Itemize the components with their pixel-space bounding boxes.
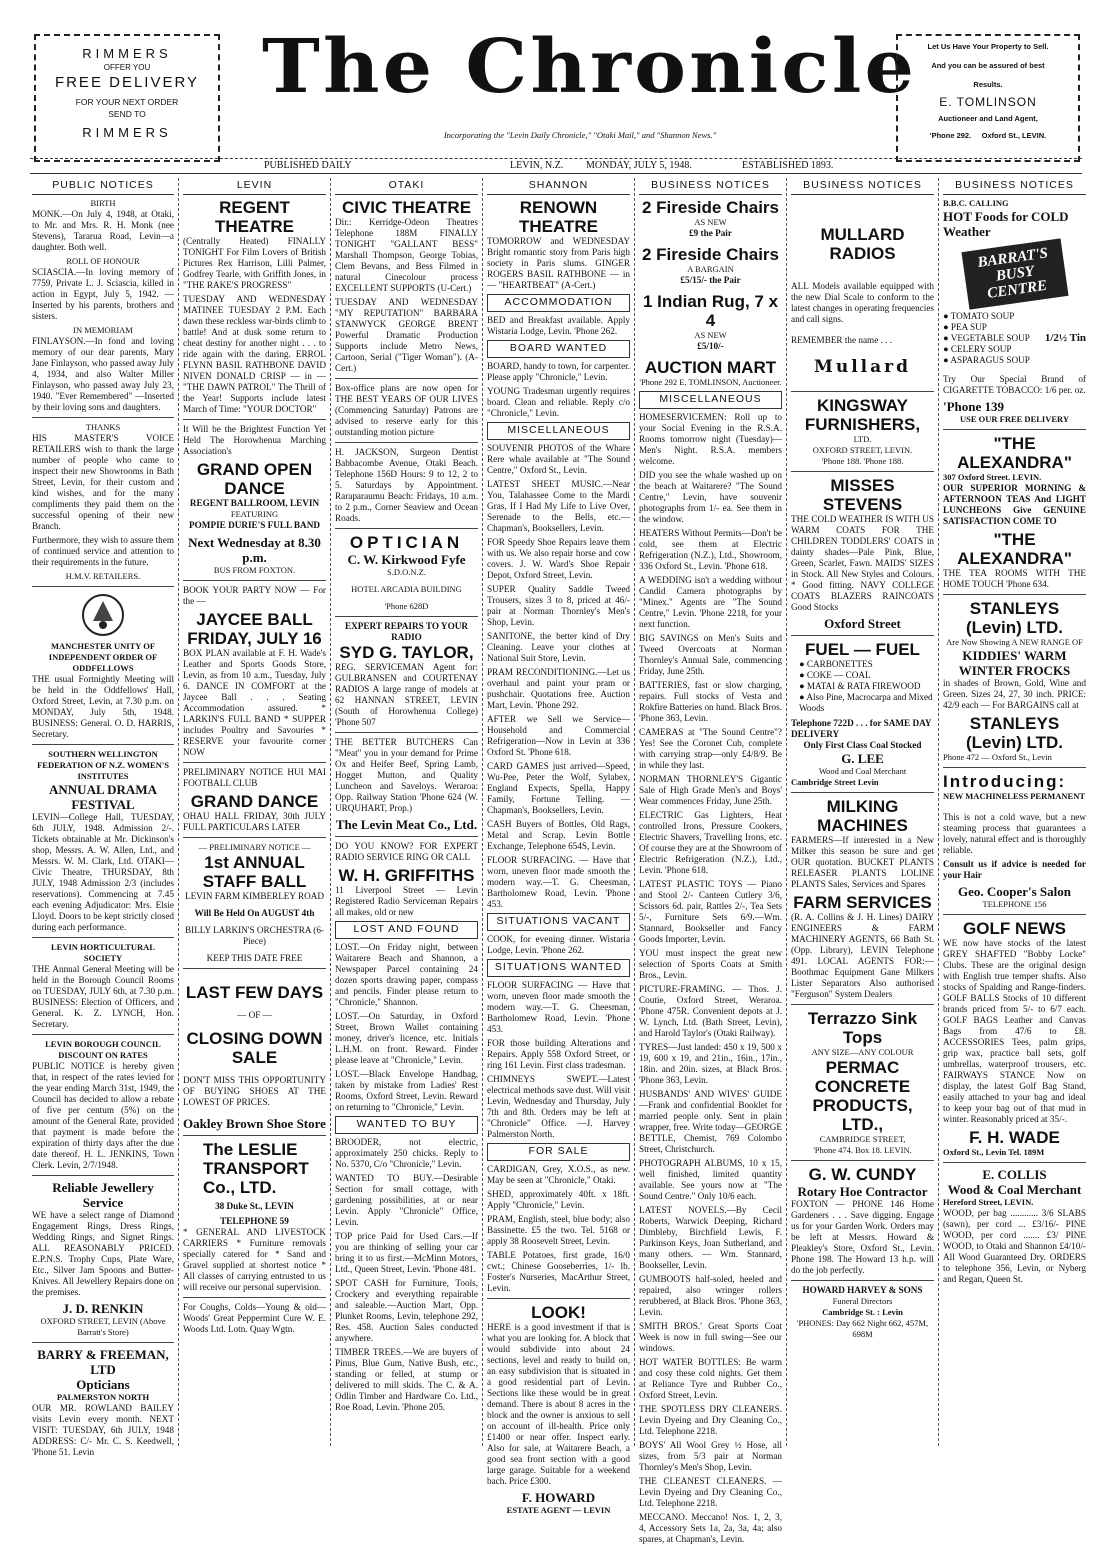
notice-text: DON'T MISS THIS OPPORTUNITY OF BUYING SHOES AT THE LOWEST OF PRICES. [183,1075,326,1107]
heading: SOUTHERN WELLINGTON FEDERATION OF N.Z. WOMEN'S INSTITUTES [37,749,169,781]
classified-item: ELECTRIC Gas Lighters, Heat controlled Irons, Pressure Cookers, Electric Shavers, Travelling Irons, etc. Of course they are at the Showroom of Electric Refrigeration (N.Z.), Ltd., Levin. 'Phone 618. [639,810,782,875]
heading: C. W. Kirkwood Fyfe [347,552,466,567]
notice-text: WE have a select range of Diamond Engagement Rings, Dress Rings, Wedding Rings, and Signet Rings. ALL REASONABLY PRICED. E.P.N.S. Trophy Cups, Plate Ware, Etc., Silver Jam Spoons and Butter-Knives. All Jewellery Repairs done on the premises. [32,1210,174,1297]
barrat-logo-text: BARRAT'S BUSY CENTRE [976,245,1049,302]
heading: F. HOWARD [521,1490,596,1505]
heading: 1st ANNUAL STAFF BALL [202,853,307,891]
heading: STANLEYS (Levin) LTD. [966,599,1063,637]
notice-text: REMEMBER the name . . . [791,335,893,345]
column-levin [178,178,330,1446]
notice-text: 11 Liverpool Street — Levin Registered Radio Serviceman Repairs all makes, old or new [335,885,478,917]
notice-text: TELEPHONE 156 [982,899,1047,909]
heading: OPTICIAN [349,533,464,552]
section-header: LOST AND FOUND [335,921,478,939]
classified-item: LOST.—On Saturday, in Oxford Street, Brown Wallet containing money, driver's licence, etc. Initials L.H.M. on front. Reward. Finder please leave at "Chronicle," Levin. [335,1011,478,1065]
classified-item: SANITONE, the better kind of Dry Cleaning. Leave your clothes at National Suit Store, Levin. [487,631,630,663]
heading: MILKING MACHINES [817,797,908,835]
section-header: OTAKI [335,178,478,195]
section-header: MISCELLANEOUS [639,391,782,409]
right-ad-line: E. TOMLINSON [939,95,1037,109]
section-header: BOARD WANTED [487,340,630,358]
notice-text: TELEPHONE 59 [220,1216,289,1226]
notice-text: OUR MR. ROWLAND BAILEY visits Levin every month. NEXT VISIT: TUESDAY, 6th JULY, 1948 ADDRESS: C/- Mr. C. S. Keedwell, 'Phone 51. Levin [32,1403,174,1457]
notice-text: THE Annual General Meeting will be held in the Borough Council Rooms on TUESDAY, JULY 6th, at 7.30 p.m. BUSINESS: Election of Officers, and General. K. Z. LYNCH, Hon. Secretary. [32,964,174,1029]
classified-item: A WEDDING isn't a wedding without Candid Camera photographs by "Minex." Agents are "The Sound Centre," Levin. 'Phone 2218, for your next function. [639,575,782,629]
notice-text: FINLAYSON.—In fond and loving memory of our dear parents, Mary Jane Finlayson, who passed away July 4, 1934, and also Walter Miller Finlayson, who passed away July 23, 1940. "Ever Remembered" —Inserted by their loving sons and daughters. [32,336,174,412]
notice-text: THE TEA ROOMS WITH THE HOME TOUCH 'Phone 634. [943,568,1086,589]
notice-text: OUR SUPERIOR MORNING & AFTERNOON TEAS And LIGHT LUNCHEONS Give GENUINE SATISFACTION COME TO [943,483,1086,526]
notice-text: Are Now Showing A NEW RANGE OF [946,637,1083,647]
notice-text: Wood and Coal Merchant [818,766,907,776]
price: £5/10/- [697,341,724,351]
heading: BIRTH [90,198,116,208]
heading: 'Phone 139 [943,399,1005,414]
section-header: MISCELLANEOUS [487,422,630,440]
classified-item: FLOOR SURFACING. — Have that worn, uneven floor made smooth the modern way.—T. G. Cheesman, Bartholomew Road, Levin. 'Phone 453. [487,855,630,909]
classified-item: SOUVENIR PHOTOS of the Whare Rere whale available at "The Sound Centre," Oxford St., Levin. [487,443,630,475]
classified-item: WANTED TO BUY.—Desirable Section for small cottage, with gardening possibilities, at or near Levin. Apply "Chronicle" Office, Levin. [335,1173,478,1227]
notice-text: It Will be the Brightest Function Yet Held The Horowhenua Marching Association's [183,424,326,456]
notice-text: HERE is a good investment if that is what you are looking for. A block that would subdivide into about 24 sections, level and ready to build on, an easy subdivision that is situated in a good residential part of Levin. Sections like these would be in great demand. There is about 8 acres in the block and the owner is anxious to sell on account of ill-health. Price only £1400 or near offer. Inspect early. Also for sale, at Waitarere Beach, a good sea front section with a good large garage. Suitable for a weekend bach. Price £300. [487,1322,630,1486]
right-ad-line: And you can be assured of best [931,61,1045,70]
notice-text: TUESDAY AND WEDNESDAY MATINEE TUESDAY 2 P.M. Each dawn these reckless war-birds climb to battle! And at dusk some return to cheat destiny for another night . . . to ride again with the daring. ERROL FLYNN BASIL RATHBONE DAVID NIVEN DONALD CRISP — in — "THE DAWN PATROL" The Thrill of the Year! Supports include latest March of Time: "YOUR DOCTOR" [183,294,326,414]
classified-item: YOUNG Tradesman urgently requires board. Clean and reliable. Reply c/o "Chronicle," Levin. [487,386,630,418]
classified-item: CARDIGAN, Grey, X.O.S., as new. May be seen at "Chronicle," Otaki. [487,1164,630,1185]
column-business-notices-2 [786,178,938,1446]
classified-item: BROODER, not electric, approximately 250 chicks. Reply to No. 5370, C/o "Chronicle," Levin. [335,1137,478,1169]
section-header: BUSINESS NOTICES [791,178,934,195]
heading: REGENT THEATRE [214,198,294,236]
heading: Oakley Brown Shoe Store [183,1116,326,1131]
classified-item: GUMBOOTS half-soled, heeled and repaired, also wringer rollers rerubbered, at Black Bros. 'Phone 363, Levin. [639,1274,782,1317]
right-ad-line: 'Phone 292. [929,131,972,140]
right-ad-line: Results. [973,80,1003,89]
heading: LEVIN HORTICULTURAL SOCIETY [50,942,155,963]
heading: F. H. WADE [969,1128,1060,1147]
notice-text: 307 Oxford Street. LEVIN. [943,472,1042,482]
heading: MANCHESTER UNITY OF INDEPENDENT ORDER OF ODDFELLOWS [48,641,158,673]
notice-text: REG. SERVICEMAN Agent for: GULBRANSEN and COURTENAY RADIOS A large range of models at 62 HANNAN STREET, LEVIN (South of Horowhenua College) 'Phone 507 [335,662,478,727]
classified-item: PRAM, English, steel, blue body; also Bassinette. £5 the two. Tel. 5168 or apply 38 Roosevelt Street, Levin. [487,1214,630,1246]
heading: 2 Fireside Chairs [641,198,779,217]
masthead-left-ad [34,34,220,162]
classified-item: BATTERIES, fast or slow charging, repairs. Full stocks of Vesta and Rokfire Batteries on hand. Black Bros. 'Phone 363, Levin. [639,680,782,723]
left-ad-line: FOR YOUR NEXT ORDER [75,97,179,107]
section-header: WANTED TO BUY [335,1116,478,1134]
section-header: PUBLIC NOTICES [32,178,174,195]
classified-item: HEATERS Without Permits—Don't be cold, see them at Electric Refrigeration (N.Z.), Ltd., Showroom, 336 Oxford St., Levin. 'Phone 618. [639,528,782,571]
heading: MULLARD RADIOS [820,225,905,263]
notice-text: CAMBRIDGE STREET, [819,1134,906,1144]
notice-text: OHAU HALL FRIDAY, 30th JULY FULL PARTICULARS LATER [183,811,326,832]
price: £5/15/- the Pair [680,275,741,285]
dateline-place: LEVIN, N.Z. [510,160,564,171]
notice-text: This is not a cold wave, but a new steaming process that guarantees a lovely, natural effect and is thoroughly reliable. [943,812,1086,855]
heading: HOT Foods for COLD Weather [943,209,1069,239]
heading: ROLL OF HONOUR [66,256,140,266]
notice-text: THE BETTER BUTCHERS Can "Meat" you in your demand for Prime Ox and Heifer Beef, Spring Lamb, Hogget Mutton, and Quality Luncheon and Saveloys. Weraroa: Opp. Railway Station 'Phone 624 (W. URQUHART, Prop.) [335,737,478,813]
heading: B.B.C. CALLING [943,198,1009,208]
heading: Wood & Coal Merchant [947,1182,1082,1197]
notice-text: Only First Class Coal Stocked [803,740,922,750]
heading: PALMERSTON NORTH [56,1392,150,1402]
notice-text: — PRELIMINARY NOTICE — [198,842,311,852]
dateline-published: PUBLISHED DAILY [264,160,352,171]
notice-text: KEEP THIS DATE FREE [206,953,303,963]
notice-text: Cambridge Street Levin [791,777,879,787]
classified-item: LATEST SHEET MUSIC.—Near You, Talahassee Come to the Mardi Gras, If I Had My Life to Live Over, Serenade to the Bells, etc.—Chapman's, Booksellers, Levin. [487,479,630,533]
soup-item: CELERY SOUP [950,344,1012,354]
heading: HOWARD HARVEY & SONS [802,1285,923,1295]
classified-item: BOYS' All Wool Grey ½ Hose, all sizes, from 5/3 pair at Norman Thornley's Men's Shop, Levin. [639,1440,782,1472]
price: £9 the Pair [689,228,732,238]
heading: Next Wednesday at 8.30 p.m. [188,535,321,565]
heading: Oxford Street [824,616,901,631]
notice-text: 38 Duke St., LEVIN [215,1201,294,1211]
classified-item: AFTER we Sell we Service—Household and Commercial Refrigeration—Now in Levin at 336 Oxford St. 'Phone 618. [487,714,630,757]
notice-text: Phone 472 — Oxford St., Levin [943,752,1052,762]
notice-text: 'Phone 188. 'Phone 188. [821,456,904,466]
heading: The LESLIE TRANSPORT Co., LTD. [203,1140,309,1197]
classified-item: TOP price Paid for Used Cars.—If you are thinking of selling your car bring it to us first.—McMinn Motors, Ltd., Queen Street, Levin. 'Phone 481. [335,1231,478,1274]
notice-text: in shades of Brown, Gold, Wine and Green. Sizes 24, 27, 30 inch. PRICE: 42/9 each — For BARGAINS call at [943,678,1086,710]
heading: Opticians [76,1377,130,1392]
notice-text: AS NEW [694,330,727,340]
classified-item: CARD GAMES just arrived—Speed, Wu-Pee, Peter the Wolf, Sylabex, England Expects, Spella, Happy Family, Fortune Telling. — Chapman's, Booksellers, Levin. [487,761,630,815]
notice-text: 'Phone 628D [384,601,429,611]
dateline-established: ESTABLISHED 1893. [742,160,834,171]
notice-text: REGENT BALLROOM, LEVIN [189,498,320,508]
column-otaki [330,178,482,1446]
masthead-subtitle: Incorporating the "Levin Daily Chronicle," "Otaki Mail," and "Shannon News." [443,130,717,140]
section-header: FOR SALE [487,1143,630,1161]
right-ad-line: Let Us Have Your Property to Sell. [927,42,1049,51]
notice-text: LEVIN—College Hall, TUESDAY, 6th JULY, 1948. Admission 2/-. Tickets obtainable at Mr. Dickinson's shop, Messrs. A. W. Allen, Ltd., and Messrs. W. M. Clark, Ltd. OTAKI—Civic Theatre, THURSDAY, 8th JULY, 1948 Admission 2/3 (includes reservations). Commencing at 7.45 each evening Adjudicator: Mrs. Elsie Lloyd. Doors to be kept strictly closed during each performance. [32,812,174,932]
notice-text: THE usual Fortnightly Meeting will be held in the Oddfellows' Hall, Oxford Street, Levin, at 7.30 p.m. on MONDAY, July 5th, 1948. BUSINESS: General. O. D. HARRIS, Secretary. [32,674,174,739]
notice-text: HIS MASTER'S VOICE RETAILERS wish to thank the large number of people who came to inspect their new Showrooms in Bath Street, Levin, for their custom and kind wishes, and for the many compliments they paid them on the successful opening of their new Branch. [32,433,174,531]
classified-item: SPOT CASH for Furniture, Tools, Crockery and everything repairable and saleable.—Auction Mart, Opp. Plunket Rooms, Levin, telephone 292, Res. 458. Auction Sales conducted anywhere. [335,1278,478,1343]
notice-text: 'PHONES: Day 662 Night 662, 457M, 698M [796,1318,929,1339]
heading: CLOSING DOWN SALE [186,1029,323,1067]
heading: 2 Fireside Chairs [641,245,779,264]
heading: KINGSWAY FURNISHERS, [804,396,921,434]
heading: MISSES STEVENS [822,476,903,514]
dateline-date: MONDAY, JULY 5, 1948. [586,160,692,171]
classified-item: SHED, approximately 40ft. x 18ft. Apply "Chronicle," Levin. [487,1189,630,1210]
heading: FUEL — FUEL [805,640,920,659]
heading: G. W. CUNDY [808,1165,917,1184]
notice-text: 'Phone 292 E. TOMLINSON, Auctioneer. [639,377,782,387]
heading: GRAND DANCE [190,792,319,811]
notice-text: * GENERAL AND LIVESTOCK CARRIERS * Furniture removals specially catered for * Sand and Gravel supplied at shortest notice * All classes of carrying entrusted to us will receive our personal supervision. [183,1227,326,1292]
notice-text: FEATURING [230,509,279,519]
notice-text: EXPERT REPAIRS TO YOUR RADIO [345,621,468,642]
column-business-notices-1 [634,178,786,1544]
notice-text: Telephone 722D . . . for SAME DAY DELIVERY [791,718,932,739]
notice-text: BOX PLAN available at F. H. Wade's Leather and Sports Goods Store, Levin, as from 10 a.m., Tuesday, July 6. DANCE IN COMFORT at the Jaycee Ball . . . Seating Accommodation assured. * LARKIN'S FULL BAND * SUPPER includes Poultry and Savouries * RESERVE your favourite corner NOW [183,648,326,757]
column-shannon [482,178,634,1515]
barrat-logo [961,238,1068,309]
heading: Geo. Cooper's Salon [957,884,1072,899]
heading: KIDDIES' WARM WINTER FROCKS [958,648,1071,678]
notice-text: Consult us if advice is needed for your Hair [943,859,1086,880]
soup-item: PEA SUP [950,322,987,332]
classified-item: DID you see the whale washed up on the beach at Waitarere? "The Sound Centre," Levin, have souvenir photographs from 1/- ea. See them in the window. [639,470,782,524]
heading: Introducing: [943,772,1067,791]
masthead-right-ad [896,34,1080,162]
section-header: LEVIN [183,178,326,195]
classified-item: PRAM RECONDITIONING.—Let us overhaul and paint your pram or pushchair. Quotations free. Auction Mart, Levin. 'Phone 292. [487,667,630,710]
notice-text: DO YOU KNOW? FOR EXPERT RADIO SERVICE RING OR CALL [335,841,478,862]
classified-item: FLOOR SURFACING — Have that worn, uneven floor made smooth the modern way.—T. G. Cheesman, Bartholomew Road, Levin. 'Phone 453. [487,980,630,1034]
notice-text: BILLY LARKIN'S ORCHESTRA (6-Piece) [185,925,324,946]
classified-item: LOST.—Black Envelope Handbag, taken by mistake from Ladies' Rest Rooms, Oxford Street, Levin. Reward on returning to "Chronicle," Levin. [335,1069,478,1112]
classified-item: LOST.—On Friday night, between Waitarere Beach and Shannon, a Newspaper Parcel containing 24 dozen sports drawing paper, compass and pencils. Finder please return to "Chronicle," Shannon. [335,942,478,1007]
heading: G. LEE [841,751,884,766]
notice-text: For Coughs, Colds—Young & old—Woods' Great Peppermint Cure W. E. Woods Ltd. Lotn. Quay Wgtn. [183,1302,326,1334]
notice-text: OXFORD STREET, LEVIN. [812,445,913,455]
heading: ANNUAL DRAMA FESTIVAL [49,782,157,812]
classified-item: LATEST PLASTIC TOYS — Piano and Stool 2/- Canteen Cutlery 3/6, Scissors 6d. pair, Rattles 2/-, Tea Sets 5/-, Furniture Sets 6/9.—Wm. Stannard, Bookseller and Fancy Goods Importer, Levin. [639,879,782,944]
notice-text: — OF — [237,1010,272,1020]
notice-text: FARMERS—If interested in a New Milker this season be sure and get OUR quotation. BUCKET PLANTS RELEASER PLANTS LOLINE PLANTS Sales, Services and Spares [791,835,934,889]
notice-text: S.D.O.N.Z. [387,567,426,577]
notice-text: ANY SIZE—ANY COLOUR [811,1047,914,1057]
fuel-list: ● CARBONETTES ● COKE — COAL ● MATAI & RATA FIREWOOD ● Also Pine, Macrocarpa and Mixed Woods [799,659,933,713]
notice-text: POMPIE DURIE'S FULL BAND [189,520,320,530]
classified-item: TYRES—Just landed: 450 x 19, 500 x 19, 600 x 19, and 21in., 16in., 17in., 18in. and 20in. sizes, at Black Bros. 'Phone 363, Levin. [639,1042,782,1085]
notice-text: WOOD, per bag ............ 3/6 SLABS (sawn), per cord ... £3/16/- PINE WOOD, per cord ....... £3/ PINE WOOD, to Otaki and Shannon £4/10/- All Wood Guaranteed Dry. ORDERS to telephone 356, Levin, or Nyberg and Regan, Queen St. [943,1208,1086,1284]
column-public-notices [28,178,178,1457]
classified-item: FOR Speedy Shoe Repairs leave them with us. We also repair horse and cow covers. J. W. Ward's Shoe Repair Depot, Oxford Street, Levin. [487,537,630,580]
heading: "THE ALEXANDRA" [957,434,1072,472]
notice-text: Furthermore, they wish to assure them of continued service and attention to their requirements in the future. [32,535,174,567]
price: 1/2½ Tin [1044,332,1086,344]
heading: Reliable Jewellery Service [52,1180,154,1210]
heading: JAYCEE BALL [196,610,313,629]
notice-text: A BARGAIN [687,264,734,274]
section-header: SITUATIONS WANTED [487,959,630,977]
heading: E. COLLIS [982,1167,1047,1182]
heading: GOLF NEWS [963,919,1066,938]
heading: 1 Indian Rug, 7 x 4 [642,292,779,330]
heading: SYD G. TAYLOR, [339,643,474,662]
notice-text: AS NEW [694,217,727,227]
notice-text: PRELIMINARY NOTICE HUI MAI FOOTBALL CLUB [183,767,326,788]
classified-item: THE SPOTLESS DRY CLEANERS. Levin Dyeing and Dry Cleaning Co., Ltd. Telephone 2218. [639,1404,782,1436]
classified-item: YOU must inspect the great new selection of Sports Coats at Smith Bros., Levin. [639,948,782,980]
notice-text: Hereford Street, LEVIN. [943,1197,1034,1207]
oddfellows-emblem [32,591,174,641]
heading: STANLEYS (Levin) LTD. [966,714,1063,752]
classified-item: CHIMNEYS SWEPT.—Latest electrical methods save dust. Will visit Levin, Wednesday and Thursday, July 7th and 8th. Orders may be left at "Chronicle" Office. —J. Harvey Palmerston North. [487,1074,630,1139]
left-ad-line: FREE DELIVERY [54,74,200,91]
classified-item: CASH Buyers of Bottles, Old Rags, Metal and Scrap. Levin Bottle Exchange, Telephone 654S, Levin. [487,819,630,851]
fuel-item: MATAI & RATA FIREWOOD [806,681,921,691]
notice-text: WE now have stocks of the latest GREY SHAFTED "Bobby Locke" Clubs. These are the original design with English true temper shafts. Also stocks of Spalding and Range-finders. GOLF BALLS Stocks of 10 different brands priced from 5/- to 6/7 each. GOLF BAGS Leather and Canvas Bags from 47/6 to £8. ACCESSORIES Tees, palm grips, grip wax, practice ball sets, golf umbrellas, waterproof trousers, etc. FAIRWAYS STANCE Now on display, the latest Golf Bag Stand, easily attached to your bag and ideal to keep your bag out of that mud in winter. Reasonably priced at 35/-. [943,938,1086,1124]
notice-text: ALL Models available equipped with the new Dial Scale to conform to the latest changes in operating frequencies and call signs. [791,281,934,324]
notice-text: FOXTON — PHONE 146 Home Gardeners . . . Save digging. Engage us for your Garden Work. Orders may be left at Messrs. Howard & Pleakley's Store, Oxford St., Levin. Phone 198. The Howard 13 h.p. will do the job perfectly. [791,1199,934,1275]
classified-item: HOT WATER BOTTLES: Be warm and cosy these cold nights. Get them at Reliance Tyre and Rubber Co., Oxford Street, Levin. [639,1357,782,1400]
notice-text: Try Our Special Brand of CIGARETTE TOBACCO: 1/6 per. oz. [943,374,1086,395]
classified-item: CAMERAS at "The Sound Centre"? Yes! See the Coronet Cub, complete with carrying strap—only £4/8/9. Be in while they last. [639,727,782,770]
right-ad-line: Oxford St., LEVIN. [981,131,1047,140]
classified-item: BIG SAVINGS on Men's Suits and Tweed Overcoats at Norman Thornley's Annual Sale, commencing Friday, June 25th. [639,633,782,676]
section-header: BUSINESS NOTICES [639,178,782,195]
heading: GRAND OPEN DANCE [196,460,313,498]
fuel-item: CARBONETTES [806,659,873,669]
notice-text: NEW MACHINELESS PERMANENT [943,791,1086,801]
heading: LOOK! [531,1303,586,1322]
notice-text: Oxford St., Levin Tel. 189M [943,1147,1045,1157]
notice-text: LEVIN FARM KIMBERLEY ROAD [184,891,325,901]
classified-item: HUSBANDS' AND WIVES' GUIDE—Frank and confidential Booklet for married people only. Sent in plain wrapper, free. Write today—GEORGE BETTLE, Chemist, 769 Colombo Street, Christchurch. [639,1089,782,1154]
right-ad-line: Auctioneer and Land Agent, [938,114,1038,123]
heading: THANKS [85,422,121,432]
heading: BARRY & FREEMAN, LTD [37,1347,169,1377]
fuel-item: Also Pine, Macrocarpa and Mixed Woods [799,692,933,713]
classified-item: MECCANO. Meccano! Nos. 1, 2, 3, 4, Accessory Sets 1a, 2a, 3a, 4a; also spares, at Chapman's, Levin. [639,1512,782,1544]
notice-text: BUS FROM FOXTON. [213,565,296,575]
section-header: SHANNON [487,178,630,195]
section-header: SITUATIONS VACANT [487,913,630,931]
classified-item: TIMBER TREES.—We are buyers of Pinus, Blue Gum, Native Bush, etc., standing or felled, at stump or delivered to mill skids. The C. & A. Odlin Timber and Hardware Co. Ltd., Roe Road, Levin. 'Phone 205. [335,1347,478,1412]
heading: RENOWN THEATRE [518,198,598,236]
notice-text: TUESDAY AND WEDNESDAY "MY REPUTATION" BARBARA STANWYCK GEORGE BRENT Powerful Dramatic Production Supports include Metro News, Cartoon, Serial ("Tiger Woman"). (A-Cert.) [335,297,478,373]
heading: FRIDAY, JULY 16 [187,629,322,648]
notice-text: (Centrally Heated) FINALLY TONIGHT For Film Lovers of British Pictures Rex Harrison, Lilli Palmer, Godfrey Tearle, with Griffith Jones, in "THE RAKE'S PROGRESS" [183,236,326,290]
heading: FARM SERVICES [793,893,932,912]
heading: AUCTION MART [644,358,777,377]
soup-item: VEGETABLE SOUP [950,333,1030,343]
notice-text: Will Be Held On AUGUST 4th [194,908,315,918]
notice-text: MONK.—On July 4, 1948, at Otaki, to Mr. and Mrs. R. H. Monk (nee Stevens), Tararua Road, Levin—a daughter. Both well. [32,209,174,252]
heading: PERMAC CONCRETE PRODUCTS, LTD., [812,1058,913,1134]
notice-text: THE COLD WEATHER IS WITH US WARM COATS FOR THE CHILDREN TODDLERS' COATS in dainty shades—Pale Pink, Blue, Green, Scarlet, Fawn. MAIDS' SIZES in Stock. All New Styles and Colours. * Good fitting. NAVY COLLEGE COATS BLAZERS RAINCOATS Good Stocks [791,514,934,612]
classified-item: SMITH BROS.' Great Sports Coat Week is now in full swing—See our windows. [639,1321,782,1353]
left-ad-line: OFFER YOU [103,63,151,72]
heading: IN MEMORIAM [73,325,133,335]
classified-item: LATEST NOVELS.—By Cecil Roberts, Warwick Deeping, Richard Dimbleby, Birchfield Lewis, F. Parkinson Keys, Joan Sutherland, and many others. — Wm. Stannard, Bookseller, Levin. [639,1205,782,1270]
brand-logo: Mullard [814,357,911,377]
heading: W. H. GRIFFITHS [338,866,475,885]
notice-text: 'Phone 474. Box 18. LEVIN. [813,1145,912,1155]
heading: LEVIN BOROUGH COUNCIL DISCOUNT ON RATES [45,1039,161,1060]
heading: The Levin Meat Co., Ltd. [335,817,478,832]
heading: "THE ALEXANDRA" [957,530,1072,568]
notice-text: SCIASCIA.—In loving memory of 7759, Private L. J. Sciascia, killed in action in Egypt, July 5, 1942. —Inserted by his parents, brothers and sisters. [32,267,174,321]
classified-item: SUPER Quality Saddle Tweed Trousers, sizes 3 to 8, priced at 46/- pair at Norman Thornley's Men's Shop, Levin. [487,584,630,627]
heading: J. D. RENKIN [62,1301,144,1316]
notice-text: Box-office plans are now open for THE BEST YEARS OF OUR LIVES (Commencing Saturday) Patrons are advised to reserve early for this outstanding motion picture [335,383,478,437]
heading: CIVIC THEATRE [341,198,472,217]
notice-text: TOMORROW and WEDNESDAY Bright romantic story from Paris high society in Paris slums. GINGER ROGERS BASIL RATHBONE — in — "HEARTBEAT" (A-Cert.) [487,236,630,290]
classified-item: TABLE Potatoes, first grade, 16/0 cwt.; Chinese Gooseberries, 1/- lb. Foster's Nurseries, MacArthur Street, Levin. [487,1250,630,1293]
left-ad-line: RIMMERS [82,46,172,61]
dateline [30,158,1082,174]
classified-item: FOR those building Alterations and Repairs. Apply 558 Oxford Street, or ring 161 Levin. First class tradesman. [487,1038,630,1070]
fuel-item: COKE — COAL [806,670,871,680]
classified-item: PHOTOGRAPH ALBUMS, 10 x 15, well finished, limited quantity available. See yours now at "The Sound Centre." Only 10/6 each. [639,1158,782,1201]
notice-text: PUBLIC NOTICE is hereby given that, in respect of the rates levied for the year ending March 31st, 1949, the Council has decided to allow a rebate of five per centum (5%) on the amount of the General Rate, provided that payment is made before the expiration of thirty days after the due date thereof. H. L. JENKINS, Town Clerk. Levin, 2/7/1948. [32,1061,174,1170]
notice-text: HOTEL ARCADIA BUILDING [351,584,462,594]
classified-item: COOK, for evening dinner. Wistaria Lodge, Levin. 'Phone 262. [487,934,630,955]
soup-item: TOMATO SOUP [950,311,1015,321]
notice-text: USE OUR FREE DELIVERY [959,414,1070,424]
notice-text: BOOK YOUR PARTY NOW — For the — [183,585,326,606]
heading: Rotary Hoe Contractor [797,1184,928,1199]
notice-text: LTD. [853,434,872,444]
signature: H.M.V. RETAILERS. [65,571,141,581]
classified-item: THE CLEANEST CLEANERS. — Levin Dyeing and Dry Cleaning Co., Ltd. Telephone 2218. [639,1476,782,1508]
classified-item: PICTURE-FRAMING. — Thos. J. Coutie, Oxford Street, Weraroa. 'Phone 475R. Convenient depots at J. W. Lynch, Ltd. (Bath Street, Levin), and Harold Taylor's (Otaki Railway). [639,984,782,1038]
classified-item: BOARD, handy to town, for carpenter. Please apply "Chronicle," Levin. [487,361,630,382]
masthead-title: The Chronicle [262,24,918,110]
soup-item: ASPARAGUS SOUP [950,355,1030,365]
classified-item: HOMESERVICEMEN: Roll up to your Social Evening in the R.S.A. Rooms tomorrow night (Tuesday)—Men's Night. R.S.A. members welcome. [639,412,782,466]
classified-item: NORMAN THORNLEY'S Gigantic Sale of High Grade Men's and Boys' Wear commences Friday, June 25th. [639,774,782,806]
left-ad-line: SEND TO [108,109,146,119]
notice-text: Dir.: Kerridge-Odeon Theatres Telephone 188M FINALLY TONIGHT "GALLANT BESS" Marshall Thompson, George Tobias, Clem Bevans, and Bess Filmed in natural Cinecolour process EXCELLENT SUPPORTS (U-Cert.) [335,217,478,293]
section-header: ACCOMMODATION [487,294,630,312]
heading: Terrazzo Sink Tops [807,1009,918,1047]
heading: LAST FEW DAYS [185,983,324,1002]
notice-text: Cambridge St. : Levin [822,1307,903,1317]
notice-text: Funeral Directors [832,1296,893,1306]
section-header: BUSINESS NOTICES [943,178,1086,195]
classified-item: BED and Breakfast available. Apply Wistaria Lodge, Levin. 'Phone 262. [487,315,630,336]
notice-text: ESTATE AGENT — LEVIN [506,1505,611,1515]
column-business-notices-3: BUSINESS NOTICES B.B.C. CALLING HOT Foods for COLD Weather BARRAT'S BUSY CENTRE ● TOMATO SOUP ● PEA SUP ● VEGETABLE SOUP ● CELERY SOUP ● ASPARAGUS SOUP 1/2½ Tin Try Our Special Brand of CIGARETTE TOBACCO: 1/6 per. oz. 'Phone 139 USE OUR FREE DELIVERY "THE ALEXANDRA" 307 Oxford Street. LEVIN. OUR SUPERIOR MORNING & AFTERNOON TEAS And LIGHT LUNCHEONS Give GENUINE SATISFACTION COME TO "THE ALEXANDRA" THE TEA ROOMS WITH THE HOME TOUCH 'Phone 634. STANLEYS (Levin) LTD. Are Now Showing A NEW RANGE OF KIDDIES' WARM WINTER FROCKS in shades of Brown, Gold, Wine and Green. Sizes 24, 27, 30 inch. PRICE: 42/9 each — For BARGAINS call at STANLEYS (Levin) LTD. Phone 472 — Oxford St., Levin Introducing: NEW MACHINELESS PERMANENT This is not a cold wave, but a new steaming process that guarantees a lovely, natural effect and is thoroughly reliable. Consult us if advice is needed for your Hair Geo. Cooper's Salon TELEPHONE 156 GOLF NEWS WE now have stocks of the latest GREY SHAFTED "Bobby Locke" Clubs. These are the original design with English true temper shafts. Also stocks of Spalding and Range-finders. GOLF BALLS Stocks of 10 different brands priced from 5/- to 6/7 each. GOLF BAGS Leather and Canvas Bags from 47/6 to £8. ACCESSORIES Tees, palm grips, grip wax, practice ball sets, golf umbrellas, waterproof trousers, etc. FAIRWAYS STANCE Now on display, the latest Golf Bag Stand, easily attached to your bag and ideal to keep your bag out of that mud in winter. Reasonably priced at 35/-. F. H. WADE Oxford St., Levin Tel. 189M E. COLLIS Wood & Coal Merchant Hereford Street, LEVIN. WOOD, per bag ............ 3/6 SLABS (sawn), per cord ... £3/16/- PINE WOOD, per cord ....... £3/ PINE WOOD, to Otaki and Shannon £4/10/- All Wood Guaranteed Dry. ORDERS to telephone 356, Levin, or Nyberg and Regan, Queen St. [938,178,1090,1446]
left-ad-line: RIMMERS [82,125,172,140]
address: OXFORD STREET, LEVIN (Above Barratt's Store) [40,1316,166,1337]
notice-text: H. JACKSON, Surgeon Dentist Babbacombe Avenue, Otaki Beach. Telephone 156D Hours: 9 to 12, 2 to 5. Saturdays by Appointment. Raraparaumu Beach: Fridays, 10 a.m. to 2 p.m., Corner Seaview and Ocean Roads. [335,447,478,523]
notice-text: (R. A. Collins & J. H. Lines) DAIRY ENGINEERS & FARM MACHINERY AGENTS, 66 Bath St. (Opp. Library), LEVIN Telephone 491. LOCAL AGENTS FOR:— Boothmac Equipment Gane Milkers Lister Separators Also authorised "Ferguson" System Dealers [791,912,934,999]
